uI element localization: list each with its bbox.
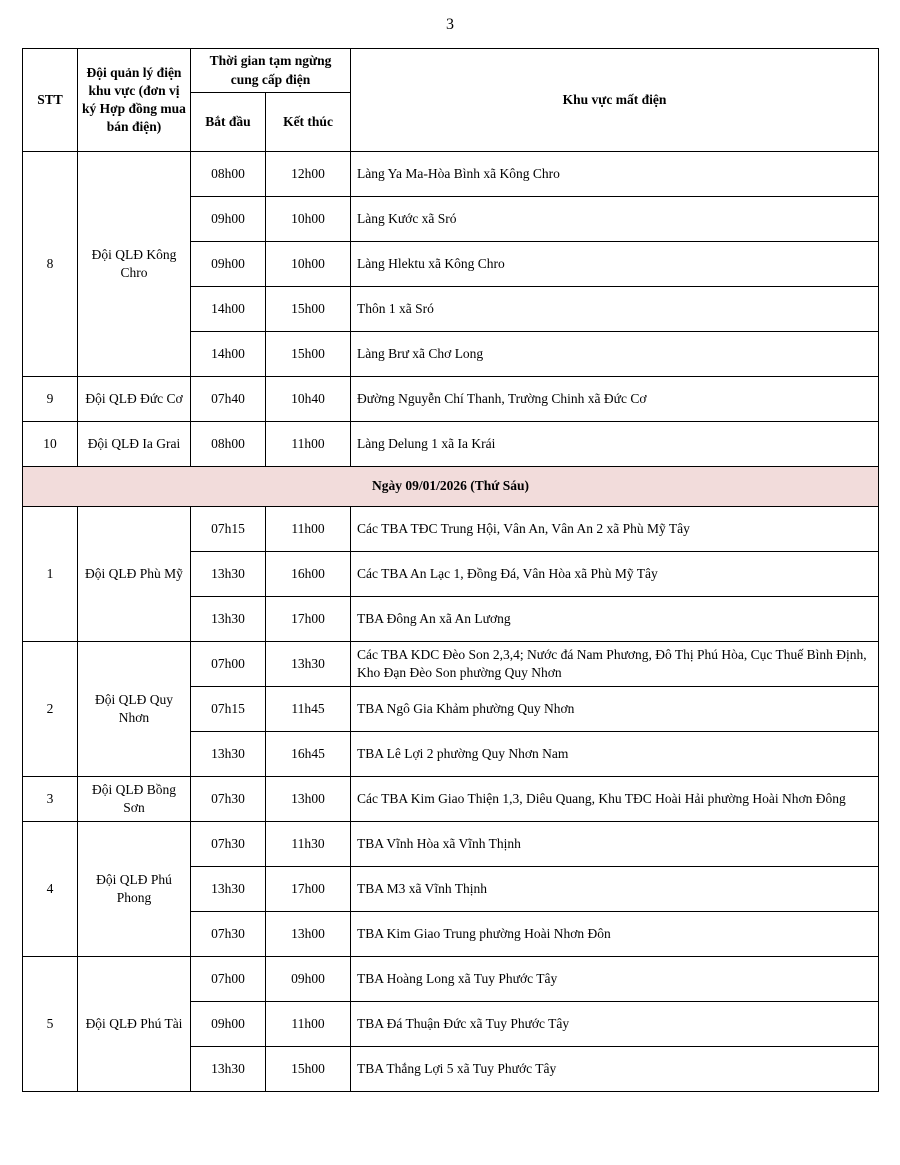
- table-row: [23, 377, 879, 422]
- area-cell: Đường Nguyễn Chí Thanh, Trường Chinh xã Đức Cơ: [351, 377, 879, 422]
- area-cell: Làng Brư xã Chơ Long: [351, 332, 879, 377]
- table-row: [23, 422, 879, 467]
- start-time-cell: 07h30: [191, 822, 266, 867]
- area-cell: Làng Kước xã Sró: [351, 197, 879, 242]
- stt-cell: 9: [23, 377, 78, 422]
- area-cell: TBA Vĩnh Hòa xã Vĩnh Thịnh: [351, 822, 879, 867]
- team-cell: Đội QLĐ Phù Mỹ: [78, 507, 191, 642]
- area-cell: TBA Lê Lợi 2 phường Quy Nhơn Nam: [351, 732, 879, 777]
- team-cell: Đội QLĐ Bồng Sơn: [78, 777, 191, 822]
- area-cell: Các TBA An Lạc 1, Đồng Đá, Vân Hòa xã Phù Mỹ Tây: [351, 552, 879, 597]
- area-cell: Làng Ya Ma-Hòa Bình xã Kông Chro: [351, 152, 879, 197]
- start-time-cell: 13h30: [191, 597, 266, 642]
- start-time-cell: 08h00: [191, 422, 266, 467]
- area-cell: Làng Delung 1 xã Ia Krái: [351, 422, 879, 467]
- team-cell: Đội QLĐ Ia Grai: [78, 422, 191, 467]
- start-time-cell: 13h30: [191, 867, 266, 912]
- header-time-group: Thời gian tạm ngừng cung cấp điện: [191, 49, 351, 93]
- start-time-cell: 08h00: [191, 152, 266, 197]
- start-time-cell: 14h00: [191, 287, 266, 332]
- area-cell: TBA M3 xã Vĩnh Thịnh: [351, 867, 879, 912]
- start-time-cell: 13h30: [191, 552, 266, 597]
- end-time-cell: 11h00: [266, 507, 351, 552]
- team-cell: Đội QLĐ Kông Chro: [78, 152, 191, 377]
- area-cell: TBA Kim Giao Trung phường Hoài Nhơn Đôn: [351, 912, 879, 957]
- table-header: [23, 49, 879, 152]
- table-row: [23, 507, 879, 552]
- stt-cell: 8: [23, 152, 78, 377]
- stt-cell: 5: [23, 957, 78, 1092]
- start-time-cell: 07h30: [191, 777, 266, 822]
- table-row: [23, 777, 879, 822]
- area-cell: Làng Hlektu xã Kông Chro: [351, 242, 879, 287]
- stt-cell: 1: [23, 507, 78, 642]
- end-time-cell: 15h00: [266, 287, 351, 332]
- stt-cell: 4: [23, 822, 78, 957]
- end-time-cell: 12h00: [266, 152, 351, 197]
- team-cell: Đội QLĐ Phú Phong: [78, 822, 191, 957]
- start-time-cell: 07h30: [191, 912, 266, 957]
- area-cell: Thôn 1 xã Sró: [351, 287, 879, 332]
- start-time-cell: 09h00: [191, 242, 266, 287]
- header-start: Bắt đầu: [191, 93, 266, 152]
- end-time-cell: 09h00: [266, 957, 351, 1002]
- end-time-cell: 10h00: [266, 242, 351, 287]
- area-cell: Các TBA KDC Đèo Son 2,3,4; Nước đá Nam Phương, Đô Thị Phú Hòa, Cục Thuế Bình Định, Kho Đạn Đèo Son phường Quy Nhơn: [351, 642, 879, 687]
- table-row: [23, 957, 879, 1002]
- start-time-cell: 13h30: [191, 732, 266, 777]
- table-row: [23, 152, 879, 197]
- end-time-cell: 11h00: [266, 422, 351, 467]
- end-time-cell: 17h00: [266, 867, 351, 912]
- area-cell: TBA Đông An xã An Lương: [351, 597, 879, 642]
- header-stt: STT: [23, 49, 78, 152]
- end-time-cell: 17h00: [266, 597, 351, 642]
- start-time-cell: 09h00: [191, 197, 266, 242]
- start-time-cell: 14h00: [191, 332, 266, 377]
- end-time-cell: 11h30: [266, 822, 351, 867]
- table-row: [23, 822, 879, 867]
- date-banner: Ngày 09/01/2026 (Thứ Sáu): [23, 467, 879, 507]
- area-cell: TBA Đá Thuận Đức xã Tuy Phước Tây: [351, 1002, 879, 1047]
- stt-cell: 3: [23, 777, 78, 822]
- start-time-cell: 07h15: [191, 507, 266, 552]
- page-number: 3: [446, 16, 454, 33]
- end-time-cell: 10h00: [266, 197, 351, 242]
- end-time-cell: 13h00: [266, 777, 351, 822]
- end-time-cell: 13h30: [266, 642, 351, 687]
- table-row: [23, 642, 879, 687]
- header-team: Đội quản lý điện khu vực (đơn vị ký Hợp đồng mua bán điện): [78, 49, 191, 152]
- stt-cell: 2: [23, 642, 78, 777]
- area-cell: TBA Hoàng Long xã Tuy Phước Tây: [351, 957, 879, 1002]
- start-time-cell: 07h40: [191, 377, 266, 422]
- end-time-cell: 15h00: [266, 332, 351, 377]
- end-time-cell: 16h00: [266, 552, 351, 597]
- start-time-cell: 07h00: [191, 957, 266, 1002]
- start-time-cell: 09h00: [191, 1002, 266, 1047]
- date-banner-row: [23, 467, 879, 507]
- area-cell: Các TBA Kim Giao Thiện 1,3, Diêu Quang, Khu TĐC Hoài Hải phường Hoài Nhơn Đông: [351, 777, 879, 822]
- start-time-cell: 13h30: [191, 1047, 266, 1092]
- end-time-cell: 16h45: [266, 732, 351, 777]
- outage-schedule-table: [22, 48, 879, 1092]
- start-time-cell: 07h15: [191, 687, 266, 732]
- end-time-cell: 15h00: [266, 1047, 351, 1092]
- area-cell: TBA Thắng Lợi 5 xã Tuy Phước Tây: [351, 1047, 879, 1092]
- stt-cell: 10: [23, 422, 78, 467]
- header-end: Kết thúc: [266, 93, 351, 152]
- area-cell: Các TBA TĐC Trung Hội, Vân An, Vân An 2 xã Phù Mỹ Tây: [351, 507, 879, 552]
- header-area: Khu vực mất điện: [351, 49, 879, 152]
- area-cell: TBA Ngô Gia Khảm phường Quy Nhơn: [351, 687, 879, 732]
- end-time-cell: 13h00: [266, 912, 351, 957]
- end-time-cell: 10h40: [266, 377, 351, 422]
- team-cell: Đội QLĐ Đức Cơ: [78, 377, 191, 422]
- team-cell: Đội QLĐ Phú Tài: [78, 957, 191, 1092]
- team-cell: Đội QLĐ Quy Nhơn: [78, 642, 191, 777]
- end-time-cell: 11h45: [266, 687, 351, 732]
- end-time-cell: 11h00: [266, 1002, 351, 1047]
- start-time-cell: 07h00: [191, 642, 266, 687]
